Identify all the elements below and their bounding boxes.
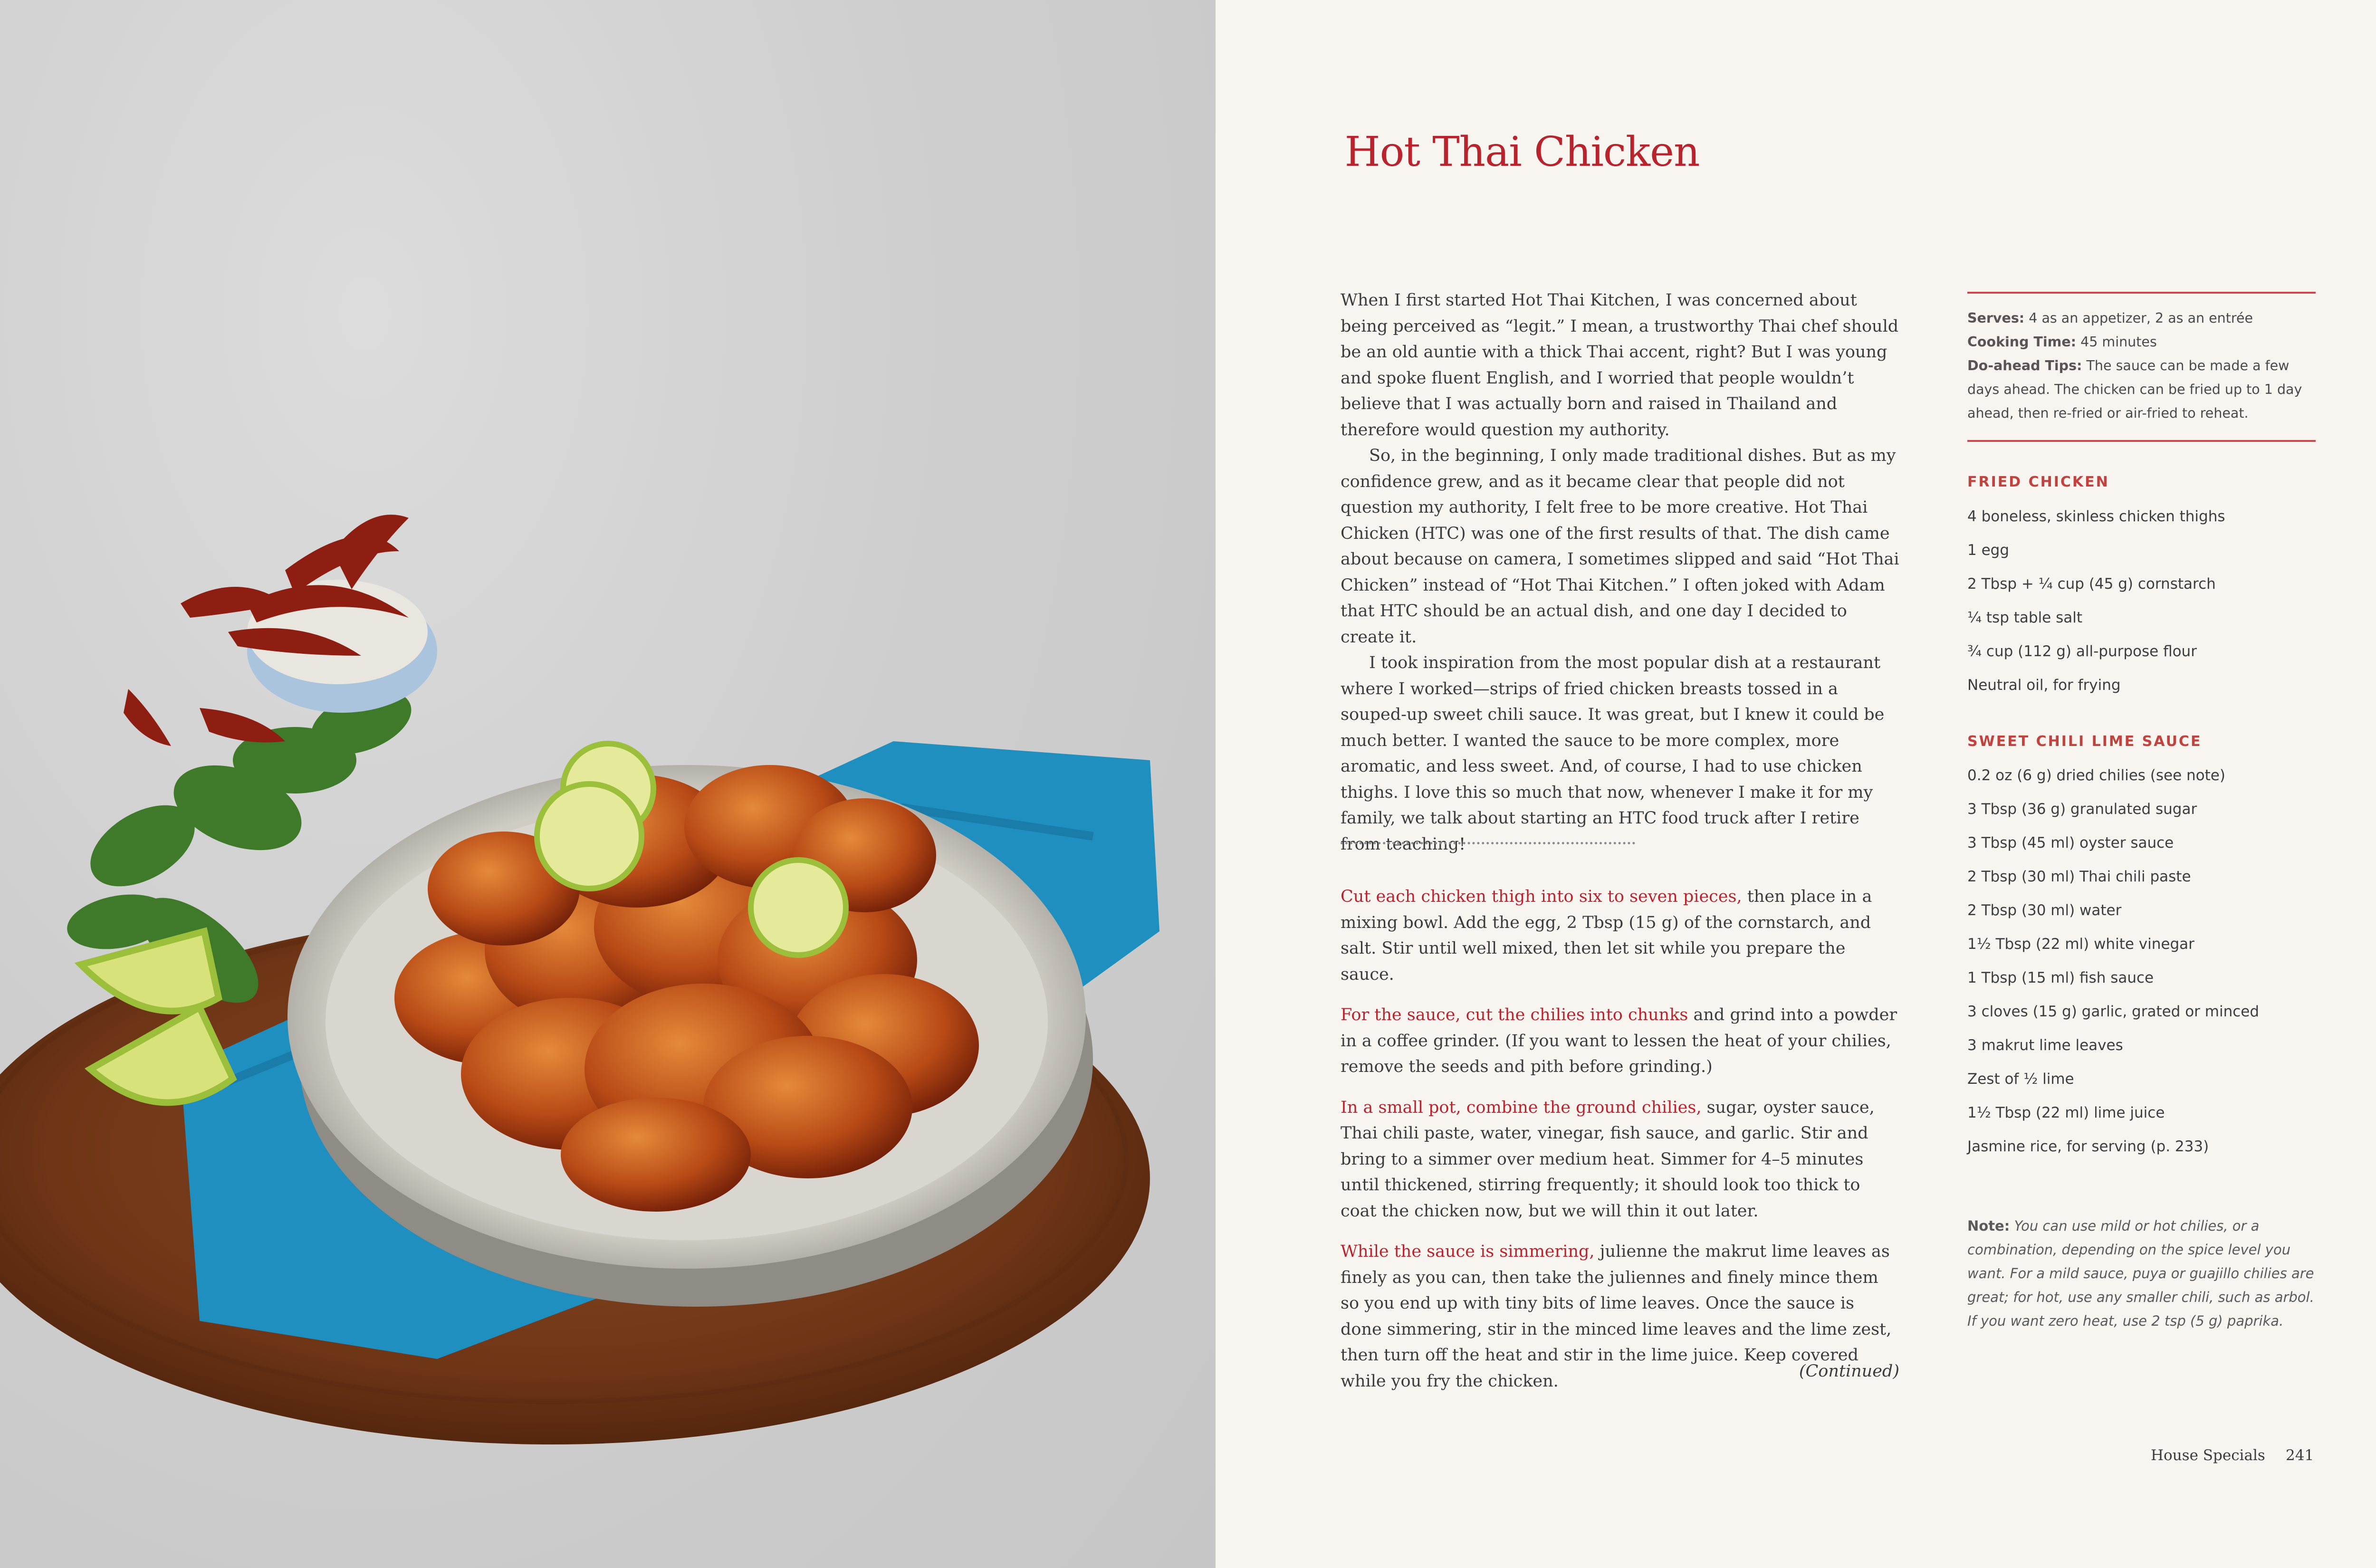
step-2-lead: For the sauce, cut the chilies into chunks xyxy=(1341,1005,1688,1024)
continued-label: (Continued) xyxy=(1799,1362,1899,1381)
do-ahead-label: Do-ahead Tips: xyxy=(1967,358,2082,373)
step-2 xyxy=(1341,1002,1899,1080)
step-2-text: and grind into a powder in a coffee grinder. (If you want to lessen the heat of your chilies, remove the seeds and pith before grinding.) xyxy=(1341,1005,1897,1076)
ingredient-item: 2 Tbsp + ¼ cup (45 g) cornstarch xyxy=(1967,575,2216,593)
ingredient-item: 1 Tbsp (15 ml) fish sauce xyxy=(1967,969,2154,986)
intro-paragraph-1: When I first started Hot Thai Kitchen, I was concerned about being perceived as “legit.” I mean, a trustworthy Thai chef should be an old auntie with a thick Thai accent, right? But I was young and spoke fluent English, and I worried that people wouldn’t believe that I was actually born and raised in Thailand and therefore would question my authority. xyxy=(1341,291,1899,440)
dotted-divider xyxy=(1341,842,1635,844)
sauce-ingredients xyxy=(1967,759,2316,1164)
recipe-page xyxy=(1216,0,2376,1568)
step-4-text: julienne the makrut lime leaves as finely as you can, then take the juliennes and finely mince them so you end up with tiny bits of lime leaves. Once the sauce is done simmering, stir in the minced lime leaves and the lime zest, then turn off the heat and stir in the lime juice. Keep covered while you fry the chicken. xyxy=(1341,1242,1892,1391)
intro-text xyxy=(1341,287,1899,857)
recipe-meta xyxy=(1967,306,2316,425)
serves-label: Serves: xyxy=(1967,310,2025,326)
ingredient-item: 1½ Tbsp (22 ml) white vinegar xyxy=(1967,936,2194,953)
step-4-lead: While the sauce is simmering, xyxy=(1341,1242,1595,1261)
serves-value: 4 as an appetizer, 2 as an entrée xyxy=(2024,310,2253,326)
lime-slice-3 xyxy=(751,860,846,955)
do-ahead-line xyxy=(1967,354,2316,425)
step-1-text: then place in a mixing bowl. Add the egg, 2 Tbsp (15 g) of the cornstarch, and salt. Stir until well mixed, then let sit while you prepare the sauce. xyxy=(1341,887,1872,984)
meta-bottom-rule xyxy=(1967,440,2316,442)
cooking-time-line xyxy=(1967,330,2316,354)
intro-paragraph-3: I took inspiration from the most popular dish at a restaurant where I worked—strips of fried chicken breasts tossed in a souped-up sweet chili sauce. It was great, but I knew it could be much better. I wanted the sauce to be more complex, more aromatic, and less sweet. And, of course, I had to use chicken thighs. I love this so much that now, whenever I make it for my family, we talk about starting an HTC food truck after I retire from teaching! xyxy=(1341,653,1885,854)
meta-top-rule xyxy=(1967,292,2316,294)
do-ahead-value: The sauce can be made a few days ahead. The chicken can be fried up to 1 day ahead, then re-fried or air-fried to reheat. xyxy=(1967,358,2302,421)
recipe-note xyxy=(1967,1214,2316,1333)
ingredient-item: 4 boneless, skinless chicken thighs xyxy=(1967,508,2225,525)
step-1 xyxy=(1341,884,1899,987)
ingredient-item: 0.2 oz (6 g) dried chilies (see note) xyxy=(1967,767,2225,784)
lime-slice-2 xyxy=(537,784,642,889)
ingredient-item: Jasmine rice, for serving (p. 233) xyxy=(1967,1138,2209,1155)
ingredient-item: 3 makrut lime leaves xyxy=(1967,1037,2123,1054)
footer-section-name: House Specials xyxy=(2151,1447,2265,1464)
ingredient-item: Neutral oil, for frying xyxy=(1967,677,2121,694)
ingredient-item: Zest of ½ lime xyxy=(1967,1071,2074,1088)
fried-chicken-heading: FRIED CHICKEN xyxy=(1967,474,2109,490)
step-3-text: sugar, oyster sauce, Thai chili paste, water, vinegar, fish sauce, and garlic. Stir and bring to a simmer over medium heat. Simmer for 4–5 minutes until thickened, stirring frequently; it should look too thick to coat the chicken now, but we will thin it out later. xyxy=(1341,1098,1875,1221)
page-number: 241 xyxy=(2286,1447,2314,1464)
cooking-time-label: Cooking Time: xyxy=(1967,334,2077,350)
ingredient-item: 3 cloves (15 g) garlic, grated or minced xyxy=(1967,1003,2260,1020)
step-3-lead: In a small pot, combine the ground chilies, xyxy=(1341,1098,1702,1117)
intro-paragraph-2: So, in the beginning, I only made traditional dishes. But as my confidence grew, and as it became clear that people did not question my authority, I felt free to be more creative. Hot Thai Chicken (HTC) was one of the first results of that. The dish came about because on camera, I sometimes slipped and said “Hot Thai Chicken” instead of “Hot Thai Kitchen.” I often joked with Adam that HTC should be an actual dish, and one day I decided to create it. xyxy=(1341,446,1899,647)
ingredient-item: 3 Tbsp (45 ml) oyster sauce xyxy=(1967,834,2174,851)
method-steps xyxy=(1341,884,1899,1409)
loose-chili-1 xyxy=(124,689,171,746)
ingredient-item: 1½ Tbsp (22 ml) lime juice xyxy=(1967,1104,2165,1121)
note-label: Note: xyxy=(1967,1218,2010,1234)
ingredient-item: 3 Tbsp (36 g) granulated sugar xyxy=(1967,801,2197,818)
ingredient-item: 2 Tbsp (30 ml) water xyxy=(1967,902,2122,919)
step-1-lead: Cut each chicken thigh into six to seven pieces, xyxy=(1341,887,1742,906)
step-3 xyxy=(1341,1095,1899,1224)
recipe-title: Hot Thai Chicken xyxy=(1344,128,1700,176)
note-text: You can use mild or hot chilies, or a combination, depending on the spice level you want. For a mild sauce, puya or guajillo chilies are great; for hot, use any smaller chili, such as arbol. If you want zero heat, use 2 tsp (5 g) paprika. xyxy=(1967,1218,2314,1329)
serves-line xyxy=(1967,306,2316,330)
ingredient-item: 1 egg xyxy=(1967,542,2010,559)
loose-chili-2 xyxy=(200,708,285,743)
fried-chicken-ingredients xyxy=(1967,500,2316,702)
sauce-heading: SWEET CHILI LIME SAUCE xyxy=(1967,733,2202,750)
ingredient-item: 2 Tbsp (30 ml) Thai chili paste xyxy=(1967,868,2191,885)
ingredient-item: ¼ tsp table salt xyxy=(1967,609,2083,626)
ingredient-item: ¾ cup (112 g) all-purpose flour xyxy=(1967,643,2197,660)
cooking-time-value: 45 minutes xyxy=(2076,334,2157,350)
